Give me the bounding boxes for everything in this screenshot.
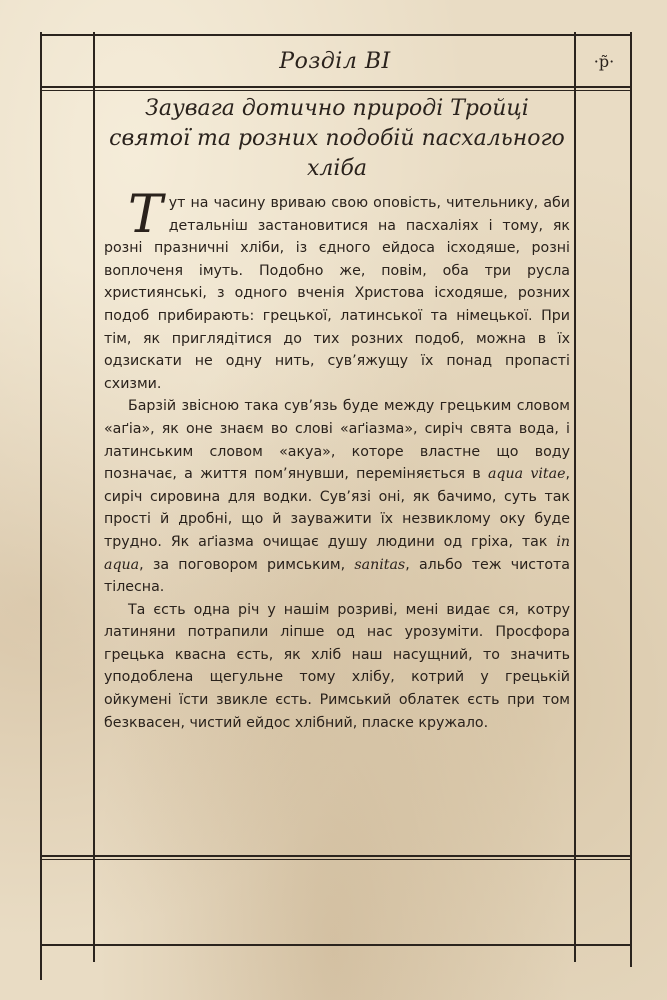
chapter-title: Заувага дотично природі Тройці святої та розних подобій пасхального хліба [109,96,565,181]
frame-line-header-bottom [40,86,632,88]
frame-line-inner-left [93,32,95,962]
frame-line-bottom [40,944,632,946]
frame-line-footer-top-2 [40,859,632,860]
paragraph-1-text: ут на часину вриваю свою оповість, чительнику, аби детальніш застановитися на пасхаліях і тому, як розні празничні хліби, із єдного ейдоса ісходяше, розні воплоченя імуть. Подобно же, повім, оба три русла християнські, з одного вченія Христова ісходяше, розних подоб прибирають: грецької, латинської та німецької. При тім, як приглядітися до тих розних подоб, можна в їх одзискати не одну нить, сув’яжущу їх понад пропасті схизми. [104,195,570,392]
paragraph-2-text-4: , альбо теж чистота тілесна. [104,556,570,596]
frame-line-footer-top [40,855,632,857]
paragraph-2-text-3: , за поговором римським, [139,556,355,573]
running-header-title: Розділ ВІ [279,49,391,74]
page-number: ·р̃· [593,52,615,71]
paragraph-2-text-1: Барзій звісною така сув’язь буде между грецьким словом «аґіа», як оне знаєм во слові «аґіазма», сиріч свята вода, і латинським словом «акуа», которе властне що воду позначає, а життя пом’янувши, переміняється в [104,398,570,483]
paragraph-2-text-2: , сиріч сировина для водки. Сув’язі оні, як бачимо, суть так прості й дробні, що й зауважити їх незвиклому оку буде трудно. Як аґіазма очищає душу людини од гріха, так [104,466,570,550]
body-text [104,185,570,734]
paragraph-2-emphasis-1: aqua vitae [487,466,566,483]
drop-cap: Т [128,185,163,245]
paragraph-2 [104,395,570,598]
frame-line-header-bottom-2 [40,90,632,91]
paragraph-3 [104,599,570,735]
paragraph-2-emphasis-2: in aqua [104,533,570,573]
frame-line-outer-left [40,32,42,980]
paragraph-1 [104,185,570,395]
paragraph-2-emphasis-3: sanitas [354,556,406,573]
frame-line-outer-right [630,32,632,967]
frame-line-inner-right [574,32,576,962]
frame-line-top [40,34,632,36]
main-text-block [104,94,570,734]
paragraph-3-text: Та єсть одна річ у нашім розриві, мені видає ся, котру латиняни потрапили ліпше од нас урозуміти. Просфора грецька квасна єсть, як хліб наш насущний, то значить уподоблена щегульне тому хлібу, котрий у грецькій ойкумені їсти звикле єсть. Римський облатек єсть при том безквасен, чистий ейдос хлібний, пласке кружало. [104,601,570,731]
